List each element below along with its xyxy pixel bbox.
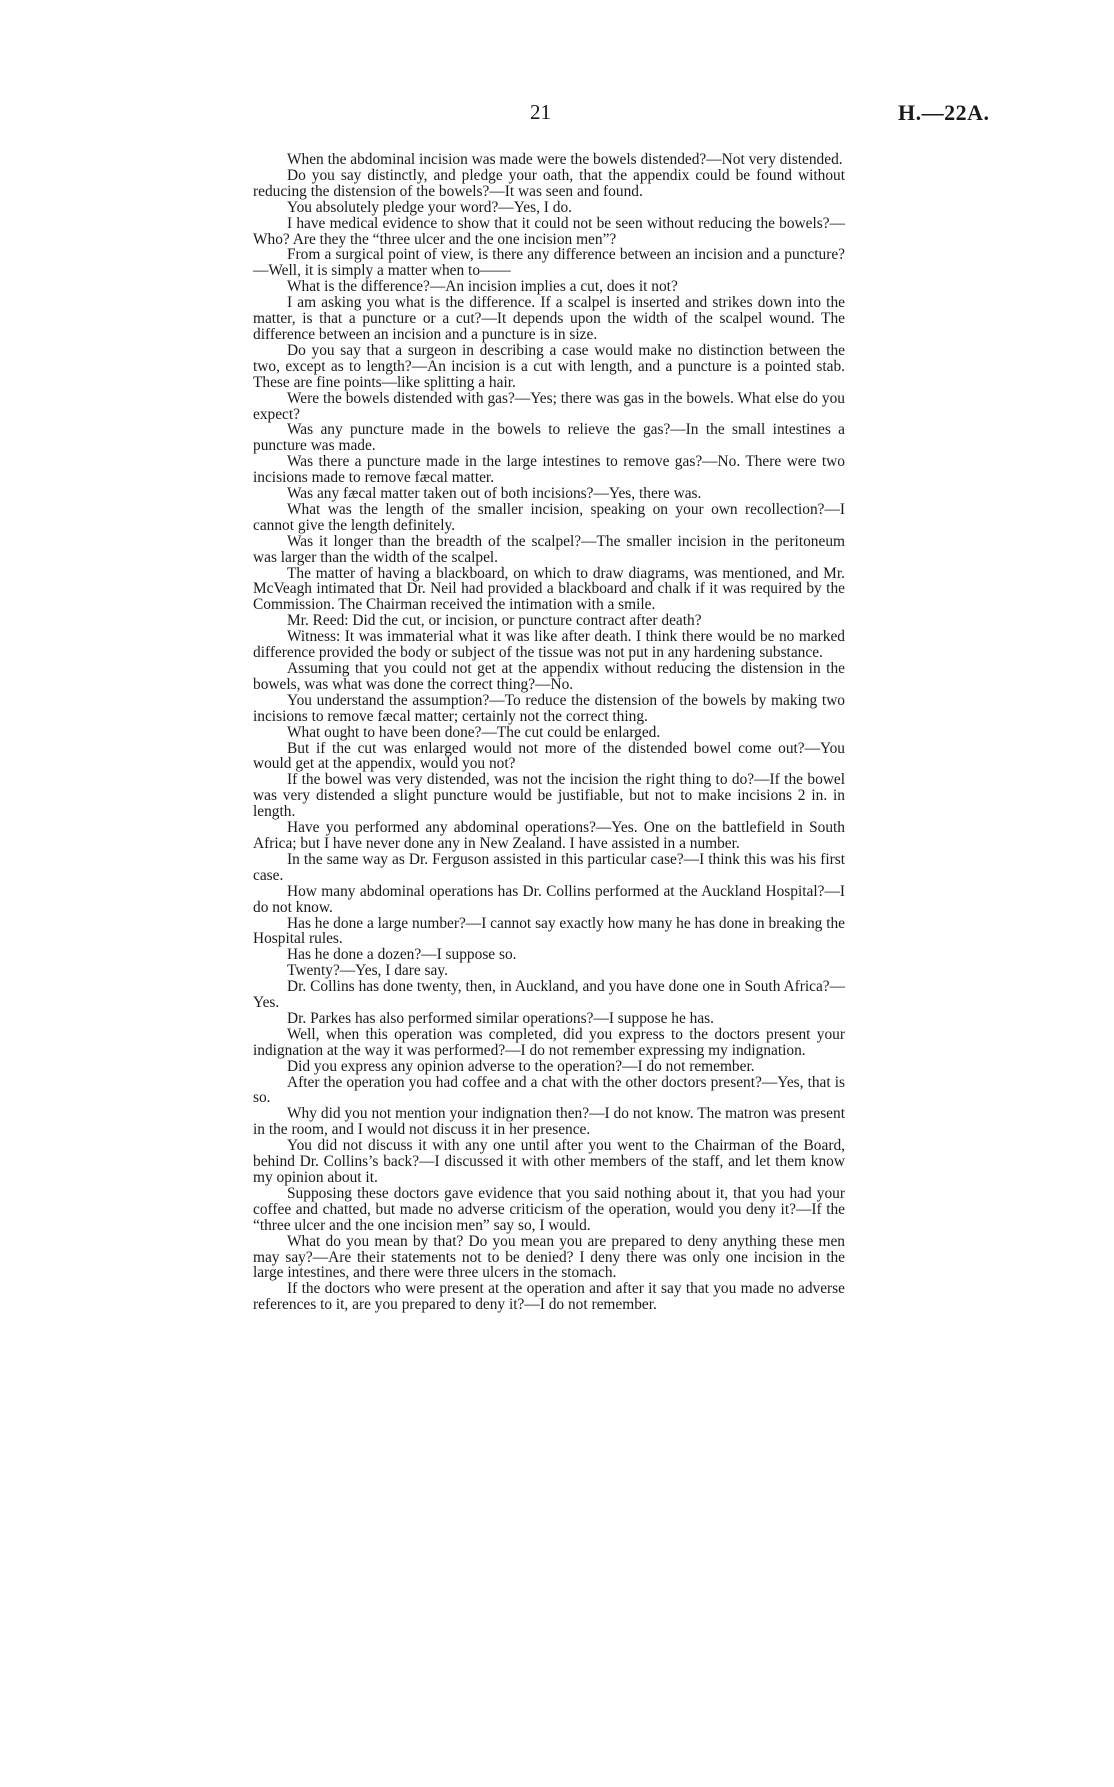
paragraph: Well, when this operation was completed, did you express to the doctors present your indignation at the way it was performed?—I do not remember expressing my indignation. [253, 1025, 845, 1059]
paragraph: Supposing these doctors gave evidence that you said nothing about it, that you had your coffee and chatted, but made no adverse criticism of the operation, would you deny it?—If the “three ulcer and the one incision men” say so, I would. [253, 1184, 845, 1234]
paragraph: You did not discuss it with any one until after you went to the Chairman of the Board, behind Dr. Collins’s back?—I discussed it with other members of the staff, and let them know my opinion about it. [253, 1137, 845, 1186]
paragraph: Why did you not mention your indignation then?—I do not know. The matron was present in the room, and I would not discuss it in her presence. [253, 1105, 845, 1139]
paragraph: Twenty?—Yes, I dare say. [287, 962, 448, 980]
paragraph: Mr. Reed: Did the cut, or incision, or puncture contract after death? [287, 612, 702, 630]
paragraph: Was there a puncture made in the large intestines to remove gas?—No. There were two incisions made to remove fæcal matter. [253, 453, 845, 487]
paragraph: Has he done a dozen?—I suppose so. [287, 946, 517, 964]
document-reference: H.—22A. [898, 100, 990, 125]
paragraph: Did you express any opinion adverse to the operation?—I do not remember. [287, 1057, 755, 1075]
paragraph: If the bowel was very distended, was not the incision the right thing to do?—If the bowel was very distended a slight puncture would be justifiable, but not to make incisions 2 in. in length. [253, 771, 845, 821]
paragraph: The matter of having a blackboard, on which to draw diagrams, was mentioned, and Mr. McVeagh intimated that Dr. Neil had provided a blackboard and chalk if it was required by the Commission. The Chairman received the intimation with a smile. [253, 564, 845, 614]
paragraph: In the same way as Dr. Ferguson assisted in this particular case?—I think this was his first case. [253, 850, 845, 884]
paragraph: Have you performed any abdominal operations?—Yes. One on the battlefield in South Africa; but I have never done any in New Zealand. I have assisted in a number. [253, 819, 845, 852]
body-text [253, 152, 845, 1313]
paragraph: I am asking you what is the difference. If a scalpel is inserted and strikes down into the matter, is that a puncture or a cut?—It depends upon the width of the scalpel wound. The difference between an incision and a puncture is in size. [253, 294, 845, 343]
paragraph: What was the length of the smaller incision, speaking on your own recollection?—I cannot give the length definitely. [253, 500, 845, 534]
paragraph: But if the cut was enlarged would not more of the distended bowel come out?—You would get at the appendix, would you not? [253, 739, 845, 773]
paragraph: Dr. Collins has done twenty, then, in Auckland, and you have done one in South Africa?—Yes. [253, 978, 845, 1012]
paragraph: After the operation you had coffee and a chat with the other doctors present?—Yes, that is so. [253, 1073, 845, 1107]
paragraph: Dr. Parkes has also performed similar operations?—I suppose he has. [287, 1009, 714, 1027]
paragraph: Assuming that you could not get at the appendix without reducing the distension in the bowels, was what was done the correct thing?—No. [253, 660, 845, 693]
paragraph: Witness: It was immaterial what it was like after death. I think there would be no marked difference provided the body or subject of the tissue was not put in any hardening substance. [253, 628, 845, 662]
paragraph: What ought to have been done?—The cut could be enlarged. [287, 723, 661, 741]
paragraph: Was any puncture made in the bowels to relieve the gas?—In the small intestines a puncture was made. [253, 421, 845, 455]
paragraph: I have medical evidence to show that it could not be seen without reducing the bowels?—Who? Are they the “three ulcer and the one incision men”? [253, 214, 845, 248]
paragraph: Were the bowels distended with gas?—Yes; there was gas in the bowels. What else do you expect? [253, 389, 845, 423]
paragraph: What do you mean by that? Do you mean you are prepared to deny anything these men may say?—Are their statements not to be denied? I deny there was only one incision in the large intestines, and there were three ulcers in the stomach. [253, 1232, 845, 1282]
paragraph: When the abdominal incision was made were the bowels distended?—Not very distended. [287, 151, 843, 168]
paragraph: From a surgical point of view, is there any difference between an incision and a puncture?—Well, it is simply a matter when to—— [253, 246, 845, 280]
paragraph: You understand the assumption?—To reduce the distension of the bowels by making two incisions to remove fæcal matter; certainly not the correct thing. [253, 691, 845, 725]
paragraph: Was any fæcal matter taken out of both incisions?—Yes, there was. [287, 485, 702, 503]
page-number: 21 [530, 100, 551, 124]
paragraph: How many abdominal operations has Dr. Collins performed at the Auckland Hospital?—I do not know. [253, 882, 845, 916]
paragraph: If the doctors who were present at the operation and after it say that you made no adverse references to it, are you prepared to deny it?—I do not remember. [253, 1280, 845, 1314]
paragraph: Has he done a large number?—I cannot say exactly how many he has done in breaking the Hospital rules. [253, 914, 845, 948]
paragraph: Do you say distinctly, and pledge your oath, that the appendix could be found without reducing the distension of the bowels?—It was seen and found. [253, 166, 845, 200]
paragraph: Was it longer than the breadth of the scalpel?—The smaller incision in the peritoneum was larger than the width of the scalpel. [253, 532, 845, 566]
paragraph: You absolutely pledge your word?—Yes, I do. [287, 198, 573, 216]
paragraph: What is the difference?—An incision implies a cut, does it not? [287, 278, 678, 296]
paragraph: Do you say that a surgeon in describing a case would make no distinction between the two, except as to length?—An incision is a cut with length, and a puncture is a pointed stab. These are fine points—like splitting a hair. [253, 341, 845, 391]
